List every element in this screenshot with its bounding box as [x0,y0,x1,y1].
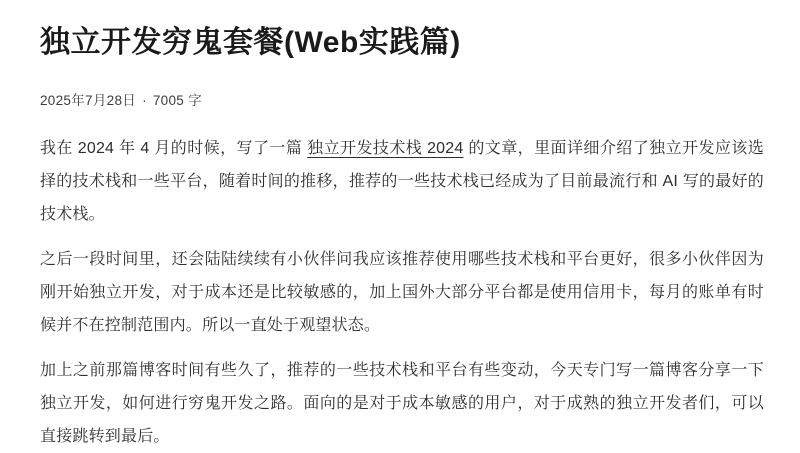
paragraph [40,243,764,342]
post-meta [40,92,764,110]
paragraph-text: 之后一段时间里，还会陆陆续续有小伙伴问我应该推荐使用哪些技术栈和平台更好，很多小伙伴因为刚开始独立开发，对于成本还是比较敏感的，加上国外大部分平台都是使用信用卡，每月的账单有时候并不在控制范围内。所以一直处于观望状态。 [40,250,764,334]
inline-link-tech-stack-2024[interactable]: 独立开发技术栈 2024 [307,139,464,157]
page-title: 独立开发穷鬼套餐(Web实践篇) [40,26,461,59]
paragraph [40,132,764,231]
meta-separator: · [142,92,147,108]
paragraph-text: 加上之前那篇博客时间有些久了，推荐的一些技术栈和平台有些变动，今天专门写一篇博客分享一下独立开发，如何进行穷鬼开发之路。面向的是对于成本敏感的用户，对于成熟的独立开发者们，可以直接跳转到最后。 [40,361,764,445]
word-count: 7005 字 [152,92,202,108]
paragraph-text: 我在 2024 年 4 月的时候，写了一篇 [40,139,308,157]
paragraph-text: 的文章，里面详细介绍了独立开发应该选择的技术栈和一些平台，随着时间的推移，推荐的一些技术栈已经成为了目前最流行和 AI 写的最好的技术栈。 [40,139,764,223]
paragraph [40,354,764,453]
post-date: 2025年7月28日 [40,92,137,108]
article-body [40,132,764,453]
